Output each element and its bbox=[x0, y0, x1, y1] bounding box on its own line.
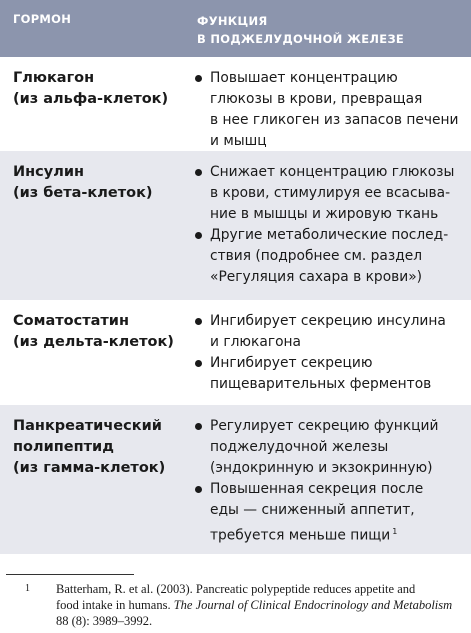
hormone-name bbox=[13, 162, 183, 204]
bullet-icon bbox=[195, 75, 202, 82]
header-function bbox=[197, 12, 404, 48]
bullet-icon bbox=[195, 169, 202, 176]
header-function-line: В ПОДЖЕЛУДОЧНОЙ ЖЕЛЕЗЕ bbox=[197, 32, 405, 46]
bullet-icon bbox=[195, 232, 202, 239]
hormone-name-line: Панкреатический bbox=[13, 418, 162, 434]
function-line: ние в мышцы и жировую ткань bbox=[210, 206, 439, 222]
function-line: (эндокринную и экзокринную) bbox=[210, 460, 433, 476]
function-list bbox=[193, 416, 468, 547]
bullet-icon bbox=[195, 486, 202, 493]
function-line: в нее гликоген из запасов печени bbox=[210, 112, 459, 128]
hormone-name bbox=[13, 416, 183, 479]
function-line: Повышенная секреция после bbox=[210, 481, 424, 497]
footnote-line-text: food intake in humans. bbox=[56, 598, 174, 612]
footnote-line: 88 (8): 3989–3992. bbox=[56, 614, 153, 628]
function-line bbox=[210, 521, 468, 547]
function-line: Ингибирует секрецию bbox=[210, 355, 373, 371]
function-line: Повышает концентрацию bbox=[210, 70, 398, 86]
hormone-name-line: Инсулин bbox=[13, 164, 84, 180]
bullet-icon bbox=[195, 360, 202, 367]
function-line: Ингибирует секрецию инсулина bbox=[210, 313, 446, 329]
function-line: и глюкагона bbox=[210, 334, 301, 350]
hormone-name-line: (из дельта-клеток) bbox=[13, 334, 174, 350]
footnote-text bbox=[56, 581, 471, 629]
hormone-name-line: Соматостатин bbox=[13, 313, 129, 329]
footnote-divider bbox=[6, 574, 134, 575]
bullet-icon bbox=[195, 318, 202, 325]
table-row-glucagon bbox=[0, 57, 471, 151]
hormone-name-line: (из бета-клеток) bbox=[13, 185, 153, 201]
function-line: «Регуляция сахара в крови») bbox=[210, 269, 423, 285]
hormone-name-line: Глюкагон bbox=[13, 70, 95, 86]
hormone-name-line: (из альфа-клеток) bbox=[13, 91, 169, 107]
function-line-text: требуется меньше пищи bbox=[210, 527, 391, 544]
function-line: поджелудочной железы bbox=[210, 439, 389, 455]
header-function-line: ФУНКЦИЯ bbox=[197, 14, 268, 28]
function-item bbox=[193, 68, 468, 152]
bullet-icon bbox=[195, 423, 202, 430]
function-item bbox=[193, 353, 468, 395]
footnote-line bbox=[56, 597, 471, 613]
function-line: в крови, стимулируя ее всасыва- bbox=[210, 185, 451, 201]
function-item bbox=[193, 416, 468, 479]
function-line: Регулирует секрецию функций bbox=[210, 418, 439, 434]
function-item bbox=[193, 162, 468, 225]
function-line: и мышц bbox=[210, 133, 267, 149]
function-list bbox=[193, 162, 468, 288]
function-item bbox=[193, 479, 468, 547]
table-header bbox=[0, 0, 471, 57]
footnote-number: 1 bbox=[25, 583, 30, 594]
function-line: пищеварительных ферментов bbox=[210, 376, 432, 392]
function-list bbox=[193, 68, 468, 152]
function-line: глюкозы в крови, превращая bbox=[210, 91, 423, 107]
footnote-line: Batterham, R. et al. (2003). Pancreatic polypeptide reduces appetite and bbox=[56, 582, 416, 596]
table-row-somatostatin bbox=[0, 300, 471, 405]
function-item bbox=[193, 311, 468, 353]
hormone-name-line: полипептид bbox=[13, 439, 114, 455]
footnote-marker[interactable]: 1 bbox=[392, 527, 398, 536]
table-row-insulin bbox=[0, 151, 471, 300]
function-line: Снижает концентрацию глюкозы bbox=[210, 164, 455, 180]
function-line: ствия (подробнее см. раздел bbox=[210, 248, 423, 264]
function-list bbox=[193, 311, 468, 395]
hormone-name bbox=[13, 68, 183, 110]
journal-title: The Journal of Clinical Endocrinology and Metabolism bbox=[173, 598, 453, 612]
table-row-pancreatic-polypeptide bbox=[0, 405, 471, 554]
hormone-name-line: (из гамма-клеток) bbox=[13, 460, 166, 476]
function-line: Другие метаболические послед- bbox=[210, 227, 449, 243]
header-hormone: ГОРМОН bbox=[13, 12, 72, 26]
function-line: еды — сниженный аппетит, bbox=[210, 502, 415, 518]
hormone-name bbox=[13, 311, 183, 353]
function-item bbox=[193, 225, 468, 288]
